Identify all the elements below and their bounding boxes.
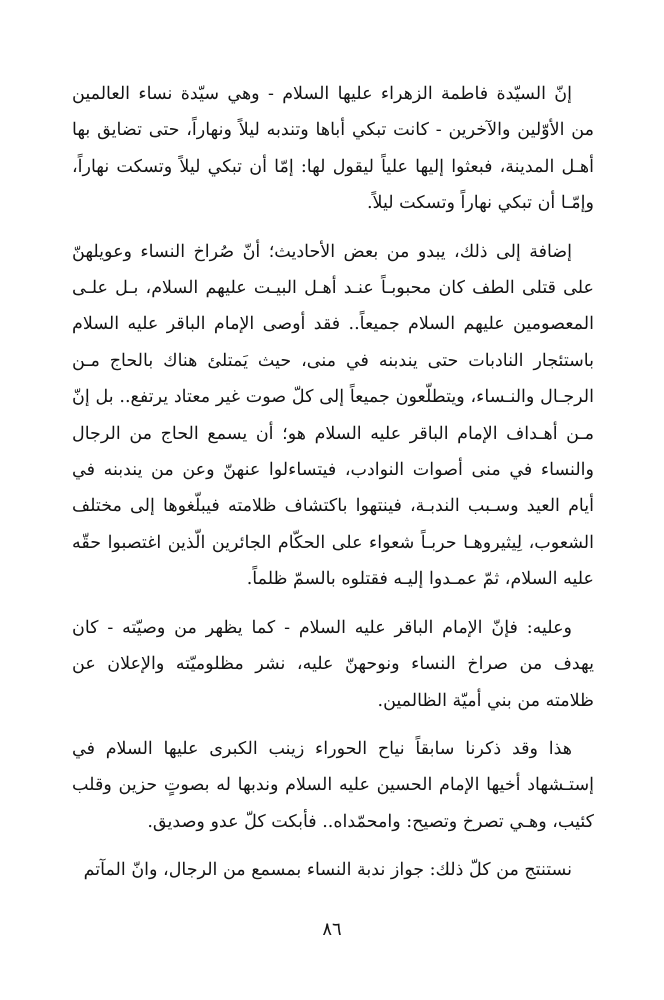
paragraph-conclusion: نستنتج من كلّ ذلك: جواز ندبة النساء بمسمع من الرجال، وانّ المآتم (83, 860, 572, 881)
body-text (72, 76, 594, 889)
paragraph-wailing: إضافة إلى ذلك، يبدو من بعض الأحاديث؛ أنّ صُراخ النساء وعويلهنّ على قتلى الطف كان محبوبـاً عنـد أهـل البيـت عليهم السلام، بـل علـى المعصومين عليهم السلام جميعاً.. فقد أوصى الإمام الباقر عليه السلام باستئجار النادبات حتى يندبنه في منى، حيث يَمتلئ هناك بالحاج مـن الرجـال والنـساء، ويتطلّعون جميعاً إلى كلّ صوت غير معتاد يرتفع.. بل إنّ مـن أهـداف الإمام الباقر عليه السلام هو؛ أن يسمع الحاج من الرجال والنساء في منى أصوات النوادب، فيتساءلوا عنهنّ وعن من يندبنه في أيام العيد وسـبب الندبـة، فينتهوا باكتشاف ظلامته فيبلّغوها إلى مختلف الشعوب، لِيثيروهـا حربـاً شعواء على الحكّام الجائرين الّذين اغتصبوا حقّه عليه السلام، ثمّ عمـدوا إليـه فقتلوه بالسمّ ظلماً. (72, 241, 594, 590)
page-number: ٨٦ (322, 919, 342, 940)
paragraph-zahra: إنّ السيّدة فاطمة الزهراء عليها السلام - وهي سيّدة نساء العالمين من الأوّلين والآخرين - كانت تبكي أباها وتندبه ليلاً ونهاراً، حتى تضايق بها أهـل المدينة، فبعثوا إليها علياً ليقول لها: إمّا أن تبكي ليلاً وتسكت نهاراً، وإمّـا أن تبكي نهاراً وتسكت ليلاً. (72, 84, 594, 214)
paragraph-will: وعليه: فإنّ الإمام الباقر عليه السلام - كما يظهر من وصيّته - كان يهدف من صراخ النساء ونوحهنّ عليه، نشر مظلوميّته والإعلان عن ظلامته من بني أميّة الظالمين. (72, 617, 594, 711)
paragraph-zaynab: هذا وقد ذكرنا سابقاً نياح الحوراء زينب الكبرى عليها السلام في إستـشهاد أخيها الإمام الحسين عليه السلام وندبها له بصوتٍ حزين وقلب كئيب، وهـي تصرخ وتصيح: وامحمّداه.. فأبكت كلّ عدو وصديق. (72, 738, 594, 832)
